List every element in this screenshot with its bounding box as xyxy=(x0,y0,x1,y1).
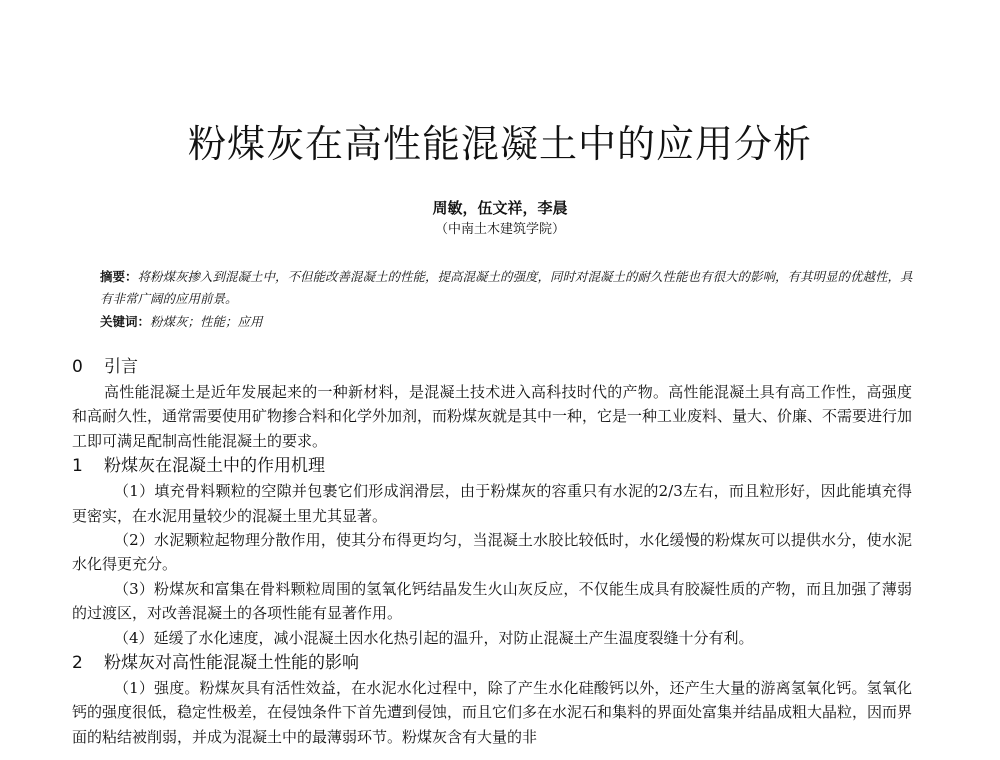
abstract-text: 将粉煤灰掺入到混凝土中，不但能改善混凝土的性能，提高混凝土的强度，同时对混凝土的耐久性能也有很大的影响，有其明显的优越性，具有非常广阔的应用前景。 xyxy=(100,269,913,306)
paragraph: （2）水泥颗粒起物理分散作用，使其分布得更均匀，当混凝土水胶比较低时，水化缓慢的粉煤灰可以提供水分，使水泥水化得更充分。 xyxy=(72,531,912,574)
paper-title: 粉煤灰在高性能混凝土中的应用分析 xyxy=(187,122,812,166)
keywords-text: 粉煤灰；性能；应用 xyxy=(150,314,263,329)
keywords xyxy=(100,311,915,333)
paragraph: （1）填充骨料颗粒的空隙并包裹它们形成润滑层，由于粉煤灰的容重只有水泥的2/3左右，而且粒形好，因此能填充得更密实，在水泥用量较少的混凝土里尤其显著。 xyxy=(72,482,912,525)
section-number: 2 xyxy=(72,653,83,674)
section-number: 1 xyxy=(72,456,83,477)
section-title: 粉煤灰在混凝土中的作用机理 xyxy=(104,456,325,477)
paragraph: （1）强度。粉煤灰具有活性效益，在水泥水化过程中，除了产生水化硅酸钙以外，还产生大量的游离氢氧化钙。氢氧化钙的强度很低，稳定性极差，在侵蚀条件下首先遭到侵蚀，而且它们多在水泥石和集料的界面处富集并结晶成粗大晶粒，因而界面的粘结被削弱，并成为混凝土中的最薄弱环节。粉煤灰含有大量的非 xyxy=(72,679,913,746)
section-number: 0 xyxy=(72,357,83,377)
paragraph: （3）粉煤灰和富集在骨料颗粒周围的氢氧化钙结晶发生火山灰反应，不仅能生成具有胶凝性质的产物，而且加强了薄弱的过渡区，对改善混凝土的各项性能有显著作用。 xyxy=(72,579,912,623)
section-heading xyxy=(72,354,912,380)
author-list: 周敏，伍文祥，李晨 xyxy=(432,199,568,217)
section-title: 粉煤灰对高性能混凝土性能的影响 xyxy=(104,653,359,674)
paragraph: （4）延缓了水化速度，减小混凝土因水化热引起的温升，对防止混凝土产生温度裂缝十分有利。 xyxy=(114,628,754,647)
abstract xyxy=(100,266,915,310)
section-title: 引言 xyxy=(104,357,138,377)
section-heading xyxy=(72,453,912,479)
affiliation: （中南土木建筑学院） xyxy=(434,222,565,237)
abstract-label: 摘要： xyxy=(100,269,138,284)
paragraph: 高性能混凝土是近年发展起来的一种新材料，是混凝土技术进入高科技时代的产物。高性能混凝土具有高工作性，高强度和高耐久性，通常需要使用矿物掺合料和化学外加剂，而粉煤灰就是其中一种，它是一种工业废料、量大、价廉、不需要进行加工即可满足配制高性能混凝土的要求。 xyxy=(72,383,913,450)
body-text xyxy=(72,354,912,749)
section-heading xyxy=(72,650,912,676)
keywords-label: 关键词： xyxy=(100,314,151,329)
